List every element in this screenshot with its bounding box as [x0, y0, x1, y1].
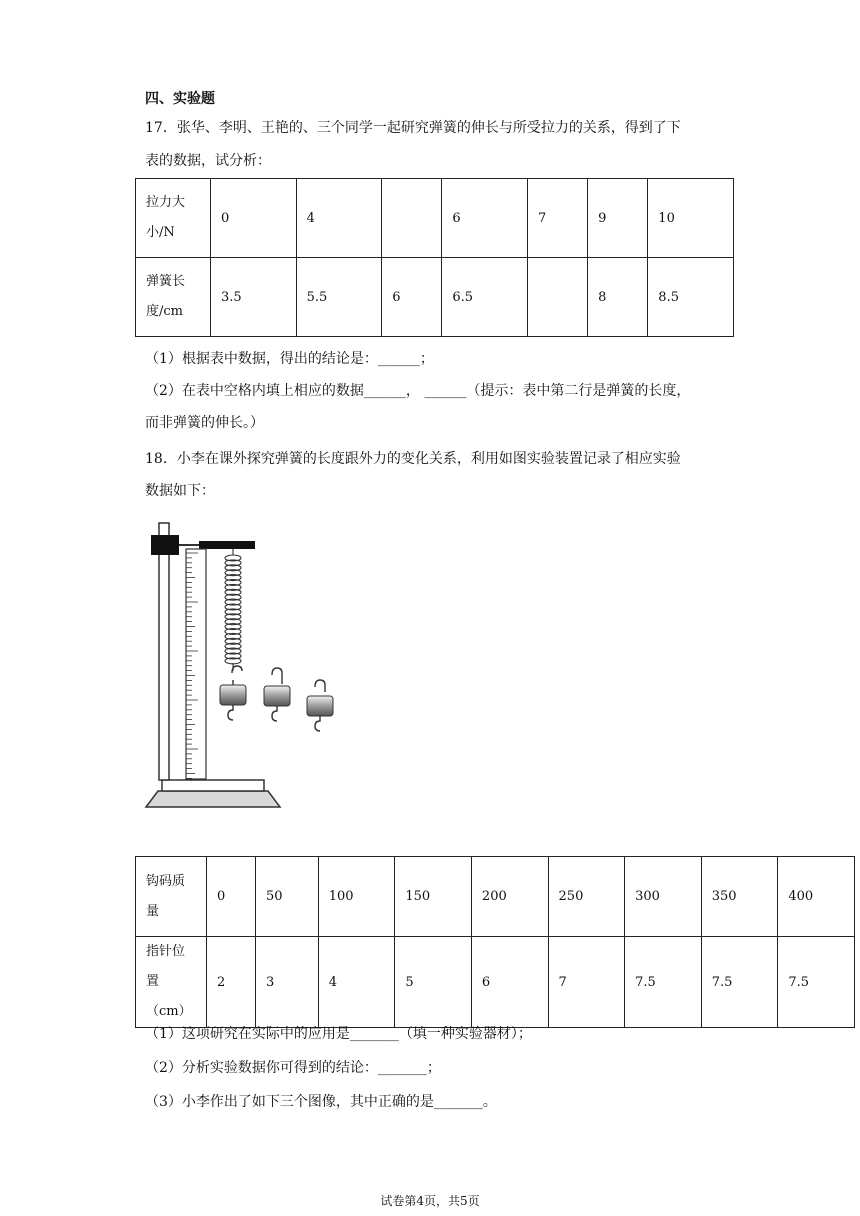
q18-row1-header-l1: 钩码质: [146, 873, 186, 889]
q18-cell: 4: [318, 937, 395, 1028]
q18-cell: 300: [625, 857, 702, 937]
q18-sub1: （1）这项研究在实际中的应用是_______（填一种实验器材）；: [145, 1026, 532, 1042]
q17-row1-header: [136, 179, 211, 258]
q18-row1-header-l2: 量: [146, 903, 160, 919]
q17-cell: 7: [528, 179, 588, 258]
q18-cell: 7: [548, 937, 625, 1028]
q18-cell: 50: [255, 857, 318, 937]
q18-cell: 7.5: [701, 937, 778, 1028]
q17-table: [135, 178, 734, 337]
q18-cell: 350: [701, 857, 778, 937]
q17-cell: 6.5: [442, 258, 528, 337]
q17-sub2-line2: 而非弹簧的伸长。）: [145, 415, 264, 431]
q17-stem-line2: 表的数据，试分析：: [145, 153, 271, 169]
q17-row1-header-l2: 小/N: [146, 225, 175, 240]
spring-apparatus-figure: [140, 515, 350, 815]
q17-cell: 4: [296, 179, 382, 258]
q18-cell: 2: [207, 937, 256, 1028]
weight-2: [264, 668, 290, 721]
q18-row2-header-l1: 指针位: [146, 944, 186, 959]
q18-sub2: （2）分析实验数据你可得到的结论：_______；: [145, 1060, 441, 1076]
q17-cell-blank: [382, 179, 442, 258]
q18-sub3: （3）小李作出了如下三个图像，其中正确的是_______。: [145, 1094, 497, 1110]
q17-cell-blank: [528, 258, 588, 337]
q18-cell: 400: [778, 857, 855, 937]
q17-row2-header: [136, 258, 211, 337]
q18-cell: 3: [255, 937, 318, 1028]
q17-cell: 8: [588, 258, 648, 337]
q17-row1-header-l1: 拉力大: [146, 195, 186, 210]
weight-hanging: [220, 666, 246, 720]
q17-stem-line1: 17．张华、李明、王艳的、三个同学一起研究弹簧的伸长与所受拉力的关系，得到了下: [145, 120, 681, 136]
q17-sub2-line1: （2）在表中空格内填上相应的数据______， ______（提示：表中第二行是弹簧的长度，: [145, 383, 691, 399]
q18-cell: 7.5: [778, 937, 855, 1028]
q18-row2-header-l2: 置（cm）: [146, 974, 192, 1019]
q18-table: [135, 856, 855, 1028]
q18-cell: 0: [207, 857, 256, 937]
q18-cell: 250: [548, 857, 625, 937]
q18-cell: 200: [471, 857, 548, 937]
weight-3: [307, 680, 333, 731]
q17-cell: 6: [382, 258, 442, 337]
q18-row2-header: [136, 937, 207, 1028]
q18-cell: 6: [471, 937, 548, 1028]
spring-coil: [225, 549, 241, 671]
q17-row2-header-l1: 弹簧长: [146, 274, 186, 289]
q18-cell: 100: [318, 857, 395, 937]
q17-cell: 8.5: [648, 258, 734, 337]
q18-stem-line2: 数据如下：: [145, 483, 215, 499]
ruler-scale: [186, 549, 206, 779]
q17-cell: 0: [211, 179, 297, 258]
stand-base: [146, 780, 280, 807]
page-footer: 试卷第4页，共5页: [380, 1194, 480, 1208]
q17-cell: 6: [442, 179, 528, 258]
q17-sub1: （1）根据表中数据，得出的结论是：______；: [145, 351, 434, 367]
q18-cell: 150: [395, 857, 472, 937]
q17-cell: 10: [648, 179, 734, 258]
q18-row1-header: [136, 857, 207, 937]
q17-cell: 3.5: [211, 258, 297, 337]
stand-pole: [159, 523, 169, 780]
q18-stem-line1: 18．小李在课外探究弹簧的长度跟外力的变化关系，利用如图实验装置记录了相应实验: [145, 451, 681, 467]
q17-cell: 9: [588, 179, 648, 258]
section-title: 四、实验题: [145, 91, 215, 107]
q18-cell: 5: [395, 937, 472, 1028]
q18-cell: 7.5: [625, 937, 702, 1028]
q17-row2-header-l2: 度/cm: [146, 304, 183, 319]
q17-cell: 5.5: [296, 258, 382, 337]
